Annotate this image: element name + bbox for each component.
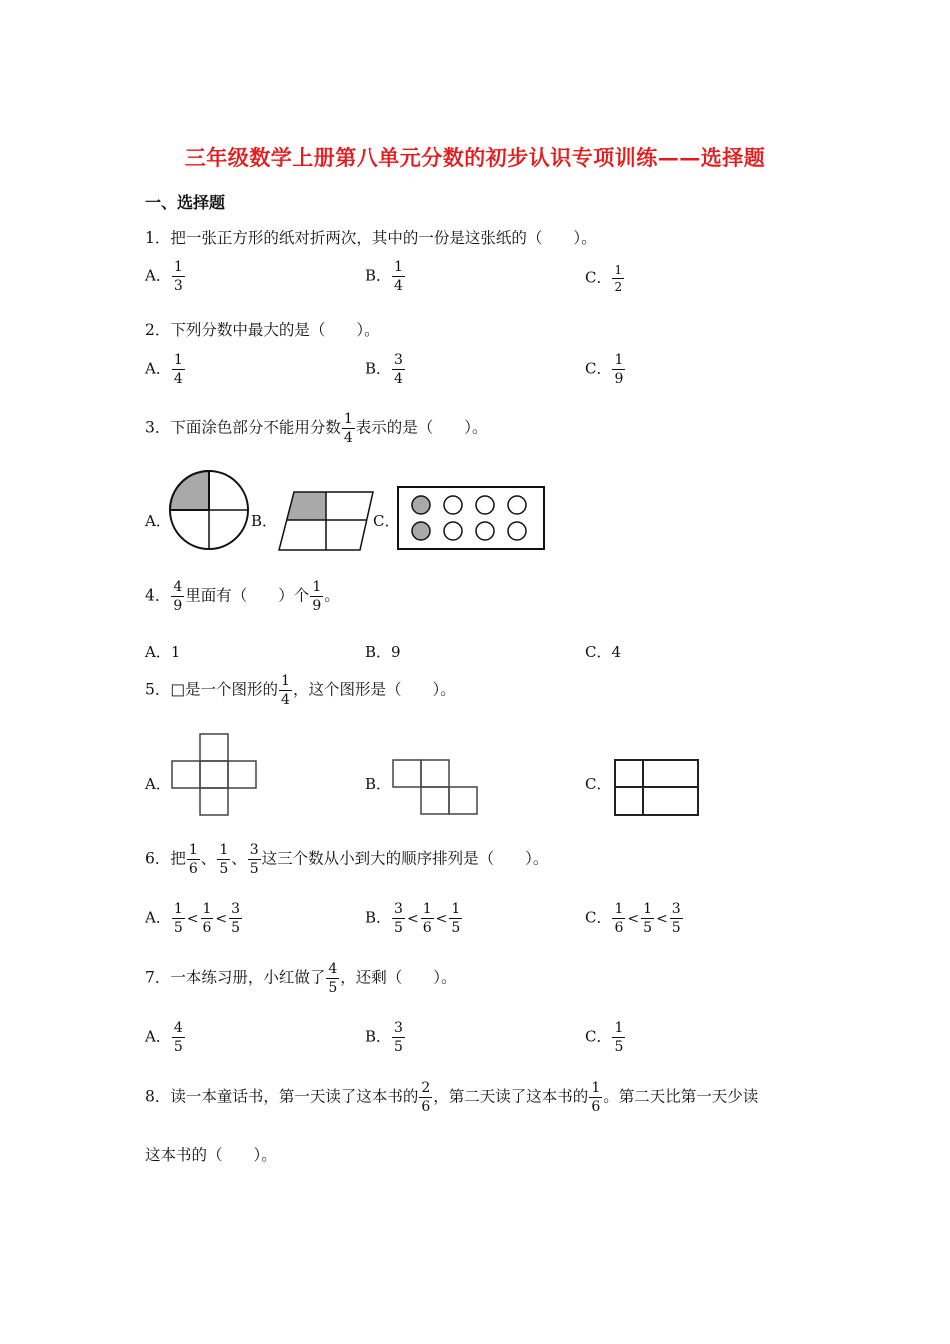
fraction: $\frac{1}{2}$	[614, 263, 623, 294]
q5-cross-figure	[171, 733, 257, 816]
option-label: B．	[365, 359, 392, 378]
q4-option-a[interactable]: A．1	[145, 643, 181, 661]
fraction: $\frac{1}{5}$	[451, 901, 461, 936]
fraction: $\frac{3}{4}$	[394, 352, 403, 387]
fraction: $\frac{1}{5}$	[614, 1020, 624, 1055]
option-label: C．	[585, 359, 612, 378]
fraction: $\frac{1}{6}$	[422, 901, 432, 936]
q5-z-shape-figure	[392, 759, 478, 816]
fraction: $\frac{3}{5}$	[394, 901, 403, 936]
fraction: $\frac{3}{5}$	[249, 842, 259, 877]
q4-option-c[interactable]: C．4	[585, 643, 622, 661]
fraction: $\frac{1}{6}$	[188, 842, 198, 877]
fraction: $\frac{3}{5}$	[671, 901, 681, 936]
fraction: $\frac{1}{4}$	[394, 259, 403, 294]
q2-option-b[interactable]	[365, 353, 406, 386]
fraction: $\frac{4}{9}$	[173, 579, 183, 614]
fraction: $\frac{1}{3}$	[173, 259, 183, 294]
fraction: $\frac{1}{4}$	[281, 673, 290, 708]
fraction: $\frac{3}{5}$	[231, 901, 241, 936]
fraction: $\frac{1}{6}$	[591, 1080, 601, 1115]
q5-rectangle-figure	[614, 759, 699, 816]
fraction: $\frac{1}{5}$	[643, 901, 653, 936]
q6-option-c[interactable]: C． $\frac{1}{6}$ < $\frac{1}{5}$ < $\frac{3}{5}$	[585, 901, 681, 936]
fraction: $\frac{1}{5}$	[219, 842, 229, 877]
q2-option-c[interactable]	[585, 353, 626, 386]
q5-option-a-label[interactable]: A．	[145, 775, 171, 793]
fraction: $\frac{1}{9}$	[614, 352, 624, 387]
q3-circles-box-figure	[397, 486, 545, 550]
section-heading: 一、选择题	[145, 193, 226, 212]
option-label: C．	[585, 268, 612, 287]
q2-option-a[interactable]	[145, 353, 186, 386]
question-4: 4． $\frac{4}{9}$ 里面有（ ）个 $\frac{1}{9}$ 。	[145, 579, 340, 614]
option-label: A．	[145, 266, 171, 285]
fraction: $\frac{3}{5}$	[394, 1020, 403, 1055]
fraction: $\frac{4}{5}$	[328, 961, 338, 996]
question-8-continued: 这本书的（ ）。	[145, 1146, 277, 1164]
q4-option-b[interactable]: B．9	[365, 643, 401, 661]
q1-option-a[interactable]	[145, 260, 186, 293]
question-1: 1．把一张正方形的纸对折两次，其中的一份是这张纸的（ ）。	[145, 229, 597, 247]
question-2: 2．下列分数中最大的是（ ）。	[145, 321, 380, 339]
option-label: A．	[145, 359, 171, 378]
fraction: $\frac{1}{9}$	[312, 579, 322, 614]
question-5: 5．□是一个图形的 $\frac{1}{4}$ ，这个图形是（ ）。	[145, 673, 456, 708]
q7-option-b[interactable]: B． $\frac{3}{5}$	[365, 1020, 403, 1055]
q3-parallelogram-figure	[278, 491, 374, 551]
page-title: 三年级数学上册第八单元分数的初步认识专项训练——选择题	[184, 145, 766, 170]
question-3: 3．下面涂色部分不能用分数 $\frac{1}{4}$ 表示的是（ ）。	[145, 411, 488, 446]
q6-option-b[interactable]: B． $\frac{3}{5}$ < $\frac{1}{6}$ < $\frac{1}{5}$	[365, 901, 461, 936]
q3-option-c-label[interactable]: C．	[373, 512, 400, 530]
fraction: $\frac{4}{5}$	[173, 1020, 183, 1055]
fraction: $\frac{2}{6}$	[421, 1080, 431, 1115]
fraction: $\frac{1}{4}$	[173, 352, 183, 387]
fraction: $\frac{1}{6}$	[614, 901, 624, 936]
option-label: B．	[365, 266, 392, 285]
q5-option-b-label[interactable]: B．	[365, 775, 392, 793]
question-6: 6．把 $\frac{1}{6}$ 、 $\frac{1}{5}$ 、 $\frac{3}{5}$ 这三个数从小到大的顺序排列是（ ）。	[145, 842, 549, 877]
q3-option-a-label[interactable]: A．	[145, 512, 171, 530]
q1-option-c[interactable]	[585, 264, 625, 293]
q5-option-c-label[interactable]: C．	[585, 775, 612, 793]
question-7: 7．一本练习册，小红做了 $\frac{4}{5}$ ，还剩（ ）。	[145, 961, 457, 996]
q3-circle-figure	[169, 470, 251, 552]
q6-option-a[interactable]: A． $\frac{1}{5}$ < $\frac{1}{6}$ < $\frac{3}{5}$	[145, 901, 241, 936]
fraction: $\frac{1}{5}$	[173, 901, 183, 936]
q1-option-b[interactable]	[365, 260, 406, 293]
q7-option-a[interactable]: A． $\frac{4}{5}$	[145, 1020, 183, 1055]
question-8: 8．读一本童话书，第一天读了这本书的 $\frac{2}{6}$ ，第二天读了这本书的 $\frac{1}{6}$ 。第二天比第一天少读	[145, 1080, 759, 1115]
fraction: $\frac{1}{4}$	[343, 411, 353, 446]
q7-option-c[interactable]: C． $\frac{1}{5}$	[585, 1020, 624, 1055]
fraction: $\frac{1}{6}$	[202, 901, 212, 936]
q3-option-b-label[interactable]: B．	[251, 512, 278, 530]
